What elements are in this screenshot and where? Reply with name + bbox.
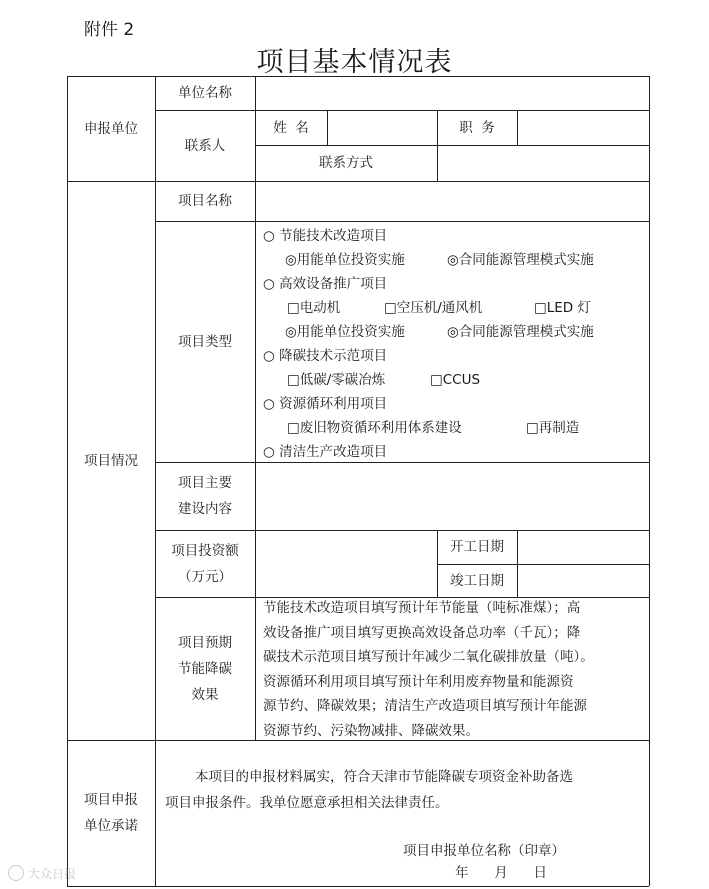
pledge-label-line2: 单位承诺 xyxy=(84,818,138,834)
option-efficient-equipment[interactable]: ○ 高效设备推广项目 xyxy=(263,276,388,292)
main-content-label xyxy=(155,462,255,530)
main-content-label-line2: 建设内容 xyxy=(178,501,232,517)
name-label: 姓 名 xyxy=(273,119,309,136)
checkbox-motor[interactable]: □电动机 xyxy=(287,300,341,316)
project-type-label: 项目类型 xyxy=(178,333,232,350)
position-label: 职 务 xyxy=(459,119,495,136)
expected-effect-label-line3: 效果 xyxy=(191,686,219,703)
pledge-text-line1: 本项目的申报材料属实，符合天津市节能降碳专项资金补助备选 xyxy=(195,769,573,785)
effect-note-line: 碳技术示范项目填写预计年减少二氧化碳排放量（吨）。 xyxy=(263,649,594,665)
pledge-label-line1: 项目申报 xyxy=(84,792,138,808)
watermark xyxy=(8,865,76,882)
option-energy-saving-self-invest[interactable]: ◎用能单位投资实施 xyxy=(285,252,405,268)
checkbox-remanufacture[interactable]: □再制造 xyxy=(526,420,580,436)
applicant-section-label: 申报单位 xyxy=(84,120,138,137)
checkbox-led[interactable]: □LED 灯 xyxy=(534,300,591,316)
pledge-label xyxy=(67,740,155,886)
expected-effect-label xyxy=(155,597,255,740)
expected-effect-notes xyxy=(263,596,647,743)
checkbox-recycling-system[interactable]: □废旧物资循环利用体系建设 xyxy=(287,420,462,436)
option-energy-saving[interactable]: ○ 节能技术改造项目 xyxy=(263,228,388,244)
pledge-text-line2: 项目申报条件。我单位愿意承担相关法律责任。 xyxy=(165,795,449,811)
expected-effect-label-line2: 节能降碳 xyxy=(178,660,232,677)
effect-note-line: 节能技术改造项目填写预计年节能量（吨标准煤）；高 xyxy=(263,600,581,616)
page-title: 项目基本情况表 xyxy=(256,47,453,78)
contact-label: 联系人 xyxy=(184,137,226,154)
checkbox-low-carbon-smelting[interactable]: □低碳/零碳冶炼 xyxy=(287,372,386,388)
option-recycling[interactable]: ○ 资源循环利用项目 xyxy=(263,396,388,412)
effect-note-line: 资源循环利用项目填写预计年利用废弃物量和能源资 xyxy=(263,673,574,690)
effect-note-line: 源节约、降碳效果；清洁生产改造项目填写预计年能源 xyxy=(263,698,587,714)
checkbox-ccus[interactable]: □CCUS xyxy=(430,372,481,388)
pledge-date: 年 月 日 xyxy=(455,865,547,881)
attachment-label: 附件 2 xyxy=(84,20,135,40)
option-clean-production[interactable]: ○ 清洁生产改造项目 xyxy=(263,444,388,460)
checkbox-compressor[interactable]: □空压机/通风机 xyxy=(384,300,483,316)
investment-label-line1: 项目投资额 xyxy=(171,542,239,559)
option-energy-saving-contract[interactable]: ◎合同能源管理模式实施 xyxy=(447,252,594,268)
unit-name-label: 单位名称 xyxy=(178,85,232,101)
option-efficient-self-invest[interactable]: ◎用能单位投资实施 xyxy=(285,324,405,340)
pledge-signature: 项目申报单位名称（印章） xyxy=(403,843,565,859)
option-efficient-contract[interactable]: ◎合同能源管理模式实施 xyxy=(447,324,594,340)
watermark-text: 大众日报 xyxy=(28,867,77,881)
start-date-label: 开工日期 xyxy=(450,539,504,555)
effect-note-line: 资源节约、污染物减排、降碳效果。 xyxy=(263,722,479,739)
option-carbon-demo[interactable]: ○ 降碳技术示范项目 xyxy=(263,348,388,364)
investment-label-line2: （万元） xyxy=(178,568,232,585)
project-section-label: 项目情况 xyxy=(84,452,138,469)
watermark-logo-icon xyxy=(8,865,24,881)
effect-note-line: 效设备推广项目填写更换高效设备总功率（千瓦）；降 xyxy=(263,624,581,641)
investment-label xyxy=(155,530,255,597)
contact-method-label: 联系方式 xyxy=(319,155,373,171)
expected-effect-label-line1: 项目预期 xyxy=(178,634,232,651)
completion-date-label: 竣工日期 xyxy=(450,572,504,589)
project-name-label: 项目名称 xyxy=(178,193,232,209)
main-content-label-line1: 项目主要 xyxy=(178,475,232,491)
